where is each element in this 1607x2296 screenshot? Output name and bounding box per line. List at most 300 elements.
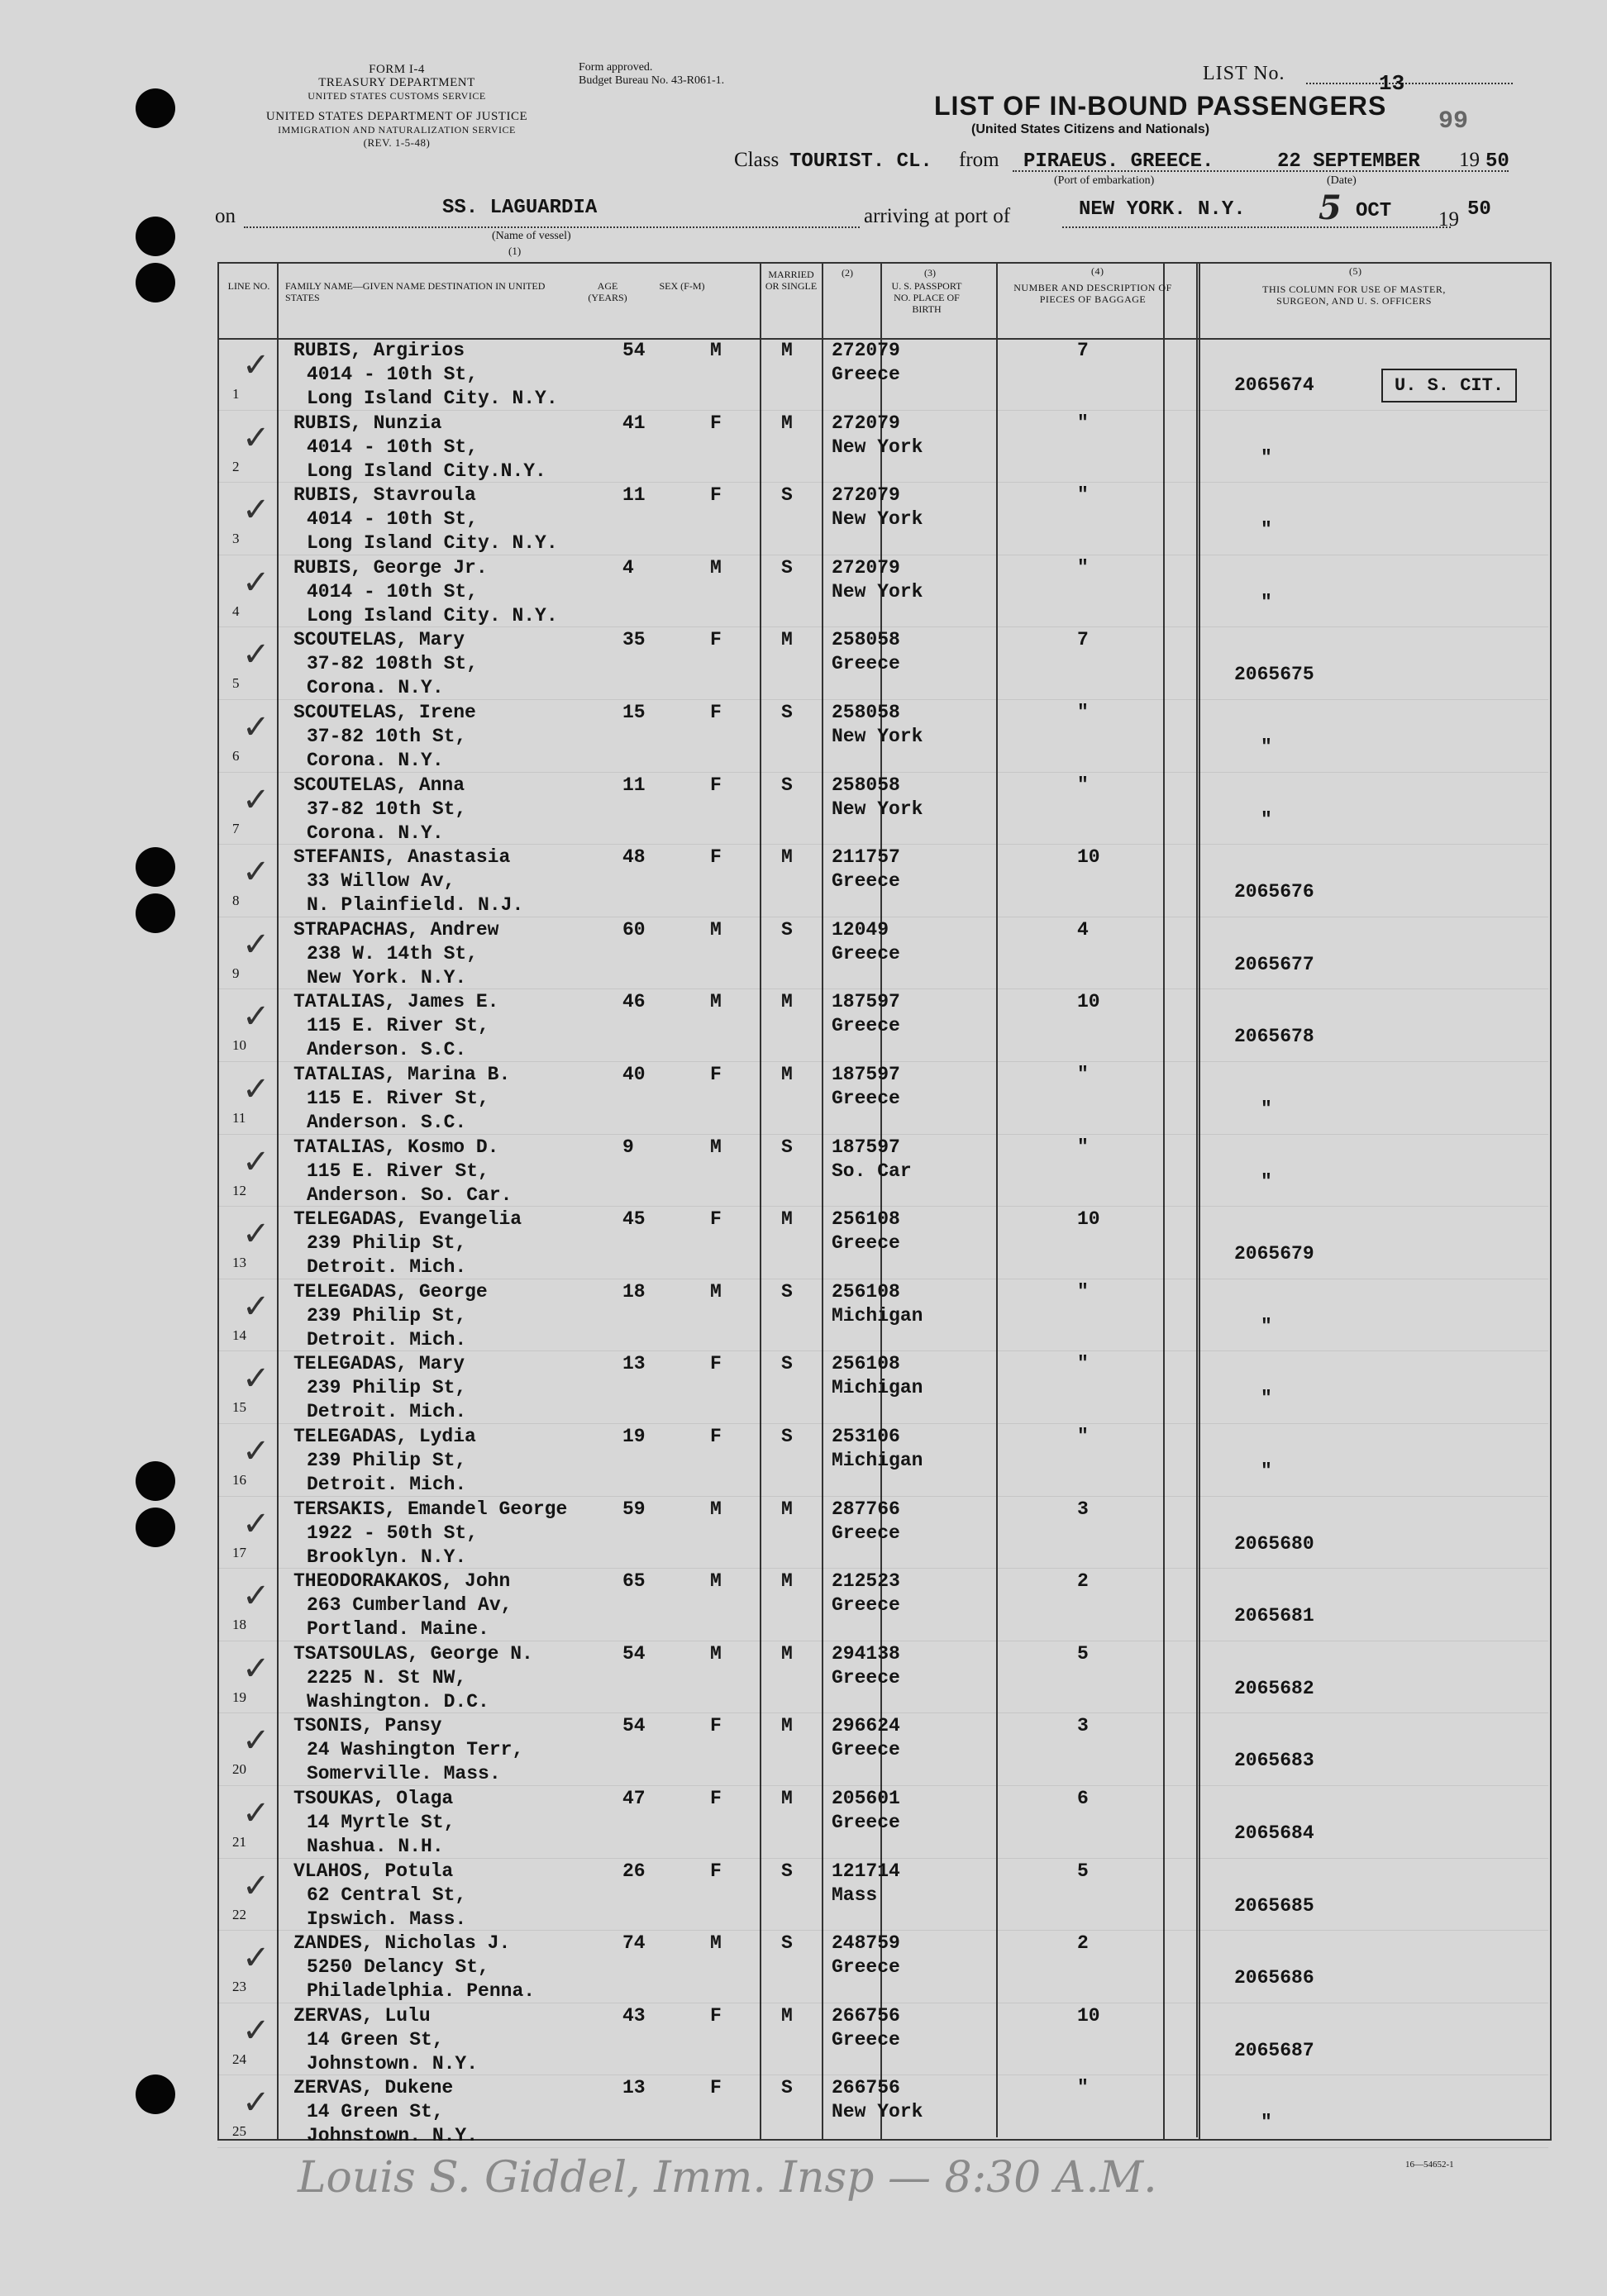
baggage-count: 5 xyxy=(1077,1642,1089,1665)
line-number: 19 xyxy=(232,1689,246,1705)
age: 19 xyxy=(622,1426,646,1447)
age: 15 xyxy=(622,702,646,723)
age: 11 xyxy=(622,774,646,796)
address-line-2: N. Plainfield. N.J. xyxy=(307,894,524,917)
table-row xyxy=(217,628,1548,700)
check-mark-icon: ✓ xyxy=(242,1504,270,1543)
check-mark-icon: ✓ xyxy=(242,636,270,674)
address-line-2: Corona. N.Y. xyxy=(307,677,444,699)
officer-number: 2065681 xyxy=(1234,1605,1314,1627)
place-of-birth: New York xyxy=(832,2101,923,2123)
row-separator xyxy=(217,626,1548,627)
officer-number: 2065687 xyxy=(1234,2039,1314,2061)
place-of-birth: New York xyxy=(832,798,923,820)
col-officers: THIS COLUMN FOR USE OF MASTER, SURGEON, AND U. S. OFFICERS xyxy=(1262,283,1446,307)
baggage-count: 3 xyxy=(1077,1498,1089,1520)
sex: F xyxy=(710,1860,722,1882)
passport-number: 121714 xyxy=(832,1860,900,1882)
line-number: 20 xyxy=(232,1761,246,1778)
check-mark-icon: ✓ xyxy=(242,2084,270,2122)
port-line xyxy=(1062,226,1451,228)
marital-status: S xyxy=(781,1280,793,1303)
arrival-month: OCT xyxy=(1356,200,1392,222)
table-row xyxy=(217,774,1548,846)
officer-number: " xyxy=(1261,1315,1272,1337)
age: 54 xyxy=(622,1715,646,1737)
sex: M xyxy=(710,340,722,361)
form-approved: Form approved. xyxy=(579,61,653,74)
baggage-count: " xyxy=(1077,556,1089,579)
age: 54 xyxy=(622,340,646,361)
line-number: 10 xyxy=(232,1037,246,1054)
baggage-count: " xyxy=(1077,1280,1089,1303)
passenger-name: SCOUTELAS, Anna xyxy=(293,774,465,796)
line-number: 1 xyxy=(232,386,240,402)
passenger-name: SCOUTELAS, Mary xyxy=(293,629,465,651)
age: 4 xyxy=(622,556,634,579)
sex: F xyxy=(710,1788,722,1809)
passport-number: 253106 xyxy=(832,1426,900,1447)
sex: F xyxy=(710,2004,722,2027)
marital-status: M xyxy=(781,1570,793,1593)
table-row xyxy=(217,1498,1548,1570)
line-number: 14 xyxy=(232,1327,246,1343)
form-title: LIST OF IN-BOUND PASSENGERS xyxy=(934,91,1387,121)
baggage-count: 10 xyxy=(1077,991,1100,1013)
officer-number: " xyxy=(1261,736,1272,758)
sex: F xyxy=(710,1208,722,1231)
place-of-birth: Greece xyxy=(832,942,900,965)
row-separator xyxy=(217,988,1548,989)
footer-code: 16—54652-1 xyxy=(1405,2160,1454,2170)
sex: F xyxy=(710,1064,722,1085)
passport-number: 266756 xyxy=(832,2077,900,2099)
table-row xyxy=(217,1280,1548,1352)
address-line-2: Nashua. N.H. xyxy=(307,1836,444,1857)
col-line: LINE NO. xyxy=(227,280,270,292)
age: 40 xyxy=(622,1064,646,1085)
line-number: 7 xyxy=(232,820,240,836)
passport-number: 272079 xyxy=(832,484,900,507)
officer-number: " xyxy=(1261,1170,1272,1193)
col-married: MARRIED OR SINGLE xyxy=(765,269,818,292)
place-of-birth: Greece xyxy=(832,1015,900,1037)
address-line-1: 1922 - 50th St, xyxy=(307,1522,479,1544)
table-row xyxy=(217,1136,1548,1208)
passport-number: 272079 xyxy=(832,412,900,434)
check-mark-icon: ✓ xyxy=(242,1866,270,1905)
address-line-2: Anderson. So. Car. xyxy=(307,1184,513,1206)
check-mark-icon: ✓ xyxy=(242,1215,270,1254)
arrival-year: 50 xyxy=(1467,198,1491,221)
row-separator xyxy=(217,1134,1548,1135)
row-separator xyxy=(217,772,1548,773)
check-mark-icon: ✓ xyxy=(242,1794,270,1832)
place-of-birth: Greece xyxy=(832,364,900,385)
officer-number: 2065677 xyxy=(1234,953,1314,975)
line-number: 4 xyxy=(232,603,240,619)
table-row xyxy=(217,1570,1548,1641)
marital-status: M xyxy=(781,1498,793,1520)
age: 65 xyxy=(622,1570,646,1593)
place-of-birth: Greece xyxy=(832,1666,900,1689)
address-line-1: 115 E. River St, xyxy=(307,1160,489,1182)
vessel-line xyxy=(244,226,860,228)
sex: M xyxy=(710,1280,722,1303)
passport-number: 294138 xyxy=(832,1642,900,1665)
row-separator xyxy=(217,1785,1548,1786)
place-of-birth: New York xyxy=(832,436,923,458)
line-number: 22 xyxy=(232,1906,246,1922)
address-line-2: Ipswich. Mass. xyxy=(307,1908,467,1930)
place-of-birth: Michigan xyxy=(832,1377,923,1399)
marital-status: M xyxy=(781,629,793,651)
check-mark-icon: ✓ xyxy=(242,780,270,819)
vessel-name: SS. LAGUARDIA xyxy=(442,197,598,219)
address-line-2: Long Island City.N.Y. xyxy=(307,460,546,482)
port-of-arrival: NEW YORK. N.Y. xyxy=(1079,198,1246,221)
baggage-count: 6 xyxy=(1077,1788,1089,1809)
marital-status: S xyxy=(781,484,793,507)
passport-number: 248759 xyxy=(832,1932,900,1955)
age: 11 xyxy=(622,484,646,507)
place-of-birth: Greece xyxy=(832,653,900,675)
sex: M xyxy=(710,1932,722,1955)
address-line-1: 239 Philip St, xyxy=(307,1377,467,1399)
table-row xyxy=(217,701,1548,773)
marital-status: S xyxy=(781,1353,793,1375)
line-number: 15 xyxy=(232,1399,246,1416)
passenger-name: TSOUKAS, Olaga xyxy=(293,1788,454,1809)
officer-number: " xyxy=(1261,2112,1272,2134)
age: 60 xyxy=(622,918,646,941)
col-baggage: NUMBER AND DESCRIPTION OF PIECES OF BAGGAGE xyxy=(1013,282,1172,305)
col-passport: U. S. PASSPORT NO. PLACE OF BIRTH xyxy=(891,280,962,315)
punch-hole xyxy=(136,217,175,256)
table-row xyxy=(217,1352,1548,1424)
baggage-count: 2 xyxy=(1077,1570,1089,1593)
passenger-name: STEFANIS, Anastasia xyxy=(293,846,511,869)
line-number: 11 xyxy=(232,1110,246,1126)
sex: F xyxy=(710,412,722,434)
line-number: 21 xyxy=(232,1834,246,1850)
age: 9 xyxy=(622,1136,634,1158)
table-row xyxy=(217,1932,1548,2003)
officer-number: 2065679 xyxy=(1234,1243,1314,1265)
marital-status: S xyxy=(781,1932,793,1955)
address-line-1: 115 E. River St, xyxy=(307,1088,489,1109)
address-line-2: Corona. N.Y. xyxy=(307,822,444,844)
passport-number: 12049 xyxy=(832,918,889,941)
passport-number: 272079 xyxy=(832,556,900,579)
address-line-2: Long Island City. N.Y. xyxy=(307,604,558,626)
date-caption: (Date) xyxy=(1327,174,1357,187)
passenger-name: TELEGADAS, Lydia xyxy=(293,1426,476,1447)
officer-number: " xyxy=(1261,808,1272,831)
age: 41 xyxy=(622,412,646,434)
row-separator xyxy=(217,699,1548,700)
line-number: 23 xyxy=(232,1979,246,1995)
address-line-1: 4014 - 10th St, xyxy=(307,580,479,603)
marital-status: M xyxy=(781,1064,793,1085)
officer-number: 2065675 xyxy=(1234,664,1314,686)
passenger-name: ZANDES, Nicholas J. xyxy=(293,1932,511,1955)
place-of-birth: Mass xyxy=(832,1884,878,1906)
line-number: 12 xyxy=(232,1182,246,1198)
address-line-2: Long Island City. N.Y. xyxy=(307,532,558,555)
marital-status: M xyxy=(781,2004,793,2027)
officer-number: 2065678 xyxy=(1234,1026,1314,1048)
table-row xyxy=(217,918,1548,990)
baggage-count: 5 xyxy=(1077,1860,1089,1882)
check-mark-icon: ✓ xyxy=(242,1432,270,1470)
row-separator xyxy=(217,1350,1548,1351)
marital-status: M xyxy=(781,846,793,869)
line-number: 8 xyxy=(232,893,240,909)
officer-number: 2065676 xyxy=(1234,881,1314,903)
address-line-1: 33 Willow Av, xyxy=(307,870,455,893)
age: 74 xyxy=(622,1932,646,1955)
passport-number: 266756 xyxy=(832,2004,900,2027)
place-of-birth: Greece xyxy=(832,1739,900,1761)
col-age: AGE (YEARS) xyxy=(588,280,627,303)
officer-number: " xyxy=(1261,1460,1272,1482)
row-separator xyxy=(217,1061,1548,1062)
arrival-day: 5 xyxy=(1319,188,1342,227)
check-mark-icon: ✓ xyxy=(242,1577,270,1616)
address-line-1: 14 Green St, xyxy=(307,2101,444,2123)
sex: F xyxy=(710,702,722,723)
address-line-1: 238 W. 14th St, xyxy=(307,942,479,965)
check-mark-icon: ✓ xyxy=(242,1722,270,1760)
year-prefix: 19 xyxy=(1459,149,1480,171)
age: 46 xyxy=(622,991,646,1013)
marital-status: M xyxy=(781,991,793,1013)
passport-number: 256108 xyxy=(832,1353,900,1375)
age: 45 xyxy=(622,1208,646,1231)
place-of-birth: So. Car xyxy=(832,1160,912,1182)
age: 35 xyxy=(622,629,646,651)
address-line-1: 5250 Delancy St, xyxy=(307,1956,489,1979)
address-line-1: 24 Washington Terr, xyxy=(307,1739,524,1761)
doj-block xyxy=(207,110,587,150)
passport-number: 272079 xyxy=(832,340,900,361)
table-row xyxy=(217,1787,1548,1859)
address-line-1: 239 Philip St, xyxy=(307,1304,467,1327)
officer-number: 2065683 xyxy=(1234,1750,1314,1772)
budget-bureau: Budget Bureau No. 43-R061-1. xyxy=(579,74,725,87)
marital-status: M xyxy=(781,412,793,434)
col-divider xyxy=(1196,262,1198,2137)
embarkation-date: 22 SEPTEMBER xyxy=(1277,150,1420,173)
baggage-count: " xyxy=(1077,774,1089,796)
treasury-label: TREASURY DEPARTMENT xyxy=(318,76,475,89)
class-value: TOURIST. CL. xyxy=(789,150,932,173)
col-num-3: (3) xyxy=(924,267,936,279)
line-number: 3 xyxy=(232,531,240,547)
passport-number: 258058 xyxy=(832,629,900,651)
line-number: 5 xyxy=(232,675,240,692)
table-row xyxy=(217,1642,1548,1714)
age: 43 xyxy=(622,2004,646,2027)
place-of-birth: Greece xyxy=(832,870,900,893)
age: 18 xyxy=(622,1280,646,1303)
sex: F xyxy=(710,484,722,507)
check-mark-icon: ✓ xyxy=(242,1939,270,1978)
arriving-label: arriving at port of xyxy=(864,205,1011,227)
agency-block xyxy=(285,63,508,102)
row-separator xyxy=(217,1206,1548,1207)
sex: M xyxy=(710,1136,722,1158)
passport-number: 211757 xyxy=(832,846,900,869)
address-line-1: 62 Central St, xyxy=(307,1884,467,1906)
baggage-count: 4 xyxy=(1077,918,1089,941)
address-line-2: New York. N.Y. xyxy=(307,966,467,988)
place-of-birth: Greece xyxy=(832,1956,900,1979)
baggage-count: 10 xyxy=(1077,1208,1100,1231)
marital-status: S xyxy=(781,774,793,796)
address-line-1: 263 Cumberland Av, xyxy=(307,1594,513,1617)
row-separator xyxy=(217,1568,1548,1569)
passport-number: 256108 xyxy=(832,1280,900,1303)
line-number: 13 xyxy=(232,1255,246,1271)
baggage-count: " xyxy=(1077,1064,1089,1085)
table-row xyxy=(217,483,1548,555)
passenger-name: SCOUTELAS, Irene xyxy=(293,702,476,723)
address-line-1: 14 Myrtle St, xyxy=(307,1812,455,1833)
check-mark-icon: ✓ xyxy=(242,1649,270,1688)
passenger-name: ZERVAS, Dukene xyxy=(293,2077,454,2099)
marital-status: S xyxy=(781,556,793,579)
table-row xyxy=(217,2076,1548,2148)
address-line-1: 4014 - 10th St, xyxy=(307,364,479,385)
place-of-birth: Greece xyxy=(832,1232,900,1255)
sex: M xyxy=(710,1498,722,1520)
check-mark-icon: ✓ xyxy=(242,2011,270,2050)
row-separator xyxy=(217,1712,1548,1713)
address-line-1: 37-82 108th St, xyxy=(307,653,479,675)
age: 59 xyxy=(622,1498,646,1520)
sex: F xyxy=(710,1426,722,1447)
officer-number: " xyxy=(1261,591,1272,613)
line-number: 6 xyxy=(232,748,240,764)
check-mark-icon: ✓ xyxy=(242,1070,270,1108)
passenger-name: TELEGADAS, Mary xyxy=(293,1353,465,1375)
baggage-count: 3 xyxy=(1077,1715,1089,1737)
sex: F xyxy=(710,846,722,869)
passenger-name: TATALIAS, James E. xyxy=(293,991,499,1013)
place-of-birth: Greece xyxy=(832,1522,900,1544)
officer-number: 2065685 xyxy=(1234,1894,1314,1917)
address-line-1: 37-82 10th St, xyxy=(307,798,467,820)
address-line-2: Detroit. Mich. xyxy=(307,1401,467,1423)
punch-hole xyxy=(136,2074,175,2114)
address-line-1: 239 Philip St, xyxy=(307,1450,467,1471)
table-row xyxy=(217,1860,1548,1932)
sex: M xyxy=(710,556,722,579)
officer-number: " xyxy=(1261,1098,1272,1120)
sex: M xyxy=(710,1642,722,1665)
place-of-birth: Greece xyxy=(832,1088,900,1109)
punch-hole xyxy=(136,847,175,887)
approval-block xyxy=(579,61,724,88)
age: 54 xyxy=(622,1642,646,1665)
passport-number: 212523 xyxy=(832,1570,900,1593)
place-of-birth: Greece xyxy=(832,1594,900,1617)
officer-number: " xyxy=(1261,519,1272,541)
passenger-name: TSATSOULAS, George N. xyxy=(293,1642,533,1665)
sex: F xyxy=(710,629,722,651)
address-line-2: Philadelphia. Penna. xyxy=(307,1980,536,2003)
check-mark-icon: ✓ xyxy=(242,346,270,384)
address-line-1: 37-82 10th St, xyxy=(307,726,467,747)
list-number-label: LIST No. xyxy=(1203,63,1285,84)
row-separator xyxy=(217,410,1548,411)
line-number: 16 xyxy=(232,1472,246,1488)
address-line-2: Johnstown. N.Y. xyxy=(307,2052,479,2074)
address-line-2: Johnstown. N.Y. xyxy=(307,2125,479,2147)
marital-status: M xyxy=(781,1715,793,1737)
row-separator xyxy=(217,1858,1548,1859)
sex: F xyxy=(710,1353,722,1375)
embarkation-year: 50 xyxy=(1485,150,1509,173)
line-number: 17 xyxy=(232,1544,246,1560)
sex: M xyxy=(710,918,722,941)
port-of-embarkation: PIRAEUS. GREECE. xyxy=(1023,150,1214,173)
line-number: 25 xyxy=(232,2123,246,2140)
marital-status: M xyxy=(781,1788,793,1809)
col-name: FAMILY NAME—GIVEN NAME DESTINATION IN UNITED STATES xyxy=(285,280,546,303)
address-line-1: 4014 - 10th St, xyxy=(307,508,479,531)
address-line-2: Somerville. Mass. xyxy=(307,1763,501,1785)
port-caption: (Port of embarkation) xyxy=(1054,174,1155,187)
address-line-2: Anderson. S.C. xyxy=(307,1039,467,1061)
line-number: 18 xyxy=(232,1617,246,1633)
officer-number: 2065682 xyxy=(1234,1677,1314,1699)
baggage-count: 10 xyxy=(1077,2004,1100,2027)
row-separator xyxy=(217,1930,1548,1931)
address-line-2: Detroit. Mich. xyxy=(307,1328,467,1350)
row-separator xyxy=(217,1423,1548,1424)
marital-status: S xyxy=(781,1136,793,1158)
inspector-signature: Louis S. Giddel, Imm. Insp — 8:30 A.M. xyxy=(298,2153,1157,2203)
customs-label: UNITED STATES CUSTOMS SERVICE xyxy=(308,90,486,102)
ins-label: IMMIGRATION AND NATURALIZATION SERVICE xyxy=(278,124,516,136)
form-number: FORM I-4 xyxy=(369,63,425,76)
age: 13 xyxy=(622,2077,646,2099)
passenger-name: VLAHOS, Potula xyxy=(293,1860,454,1882)
vessel-column-number: (1) xyxy=(508,245,522,257)
place-of-birth: Greece xyxy=(832,2028,900,2051)
check-mark-icon: ✓ xyxy=(242,853,270,892)
check-mark-icon: ✓ xyxy=(242,708,270,746)
table-row xyxy=(217,1425,1548,1497)
sex: F xyxy=(710,1715,722,1737)
passport-number: 258058 xyxy=(832,774,900,796)
table-row xyxy=(217,1208,1548,1279)
baggage-count: " xyxy=(1077,2077,1089,2099)
marital-status: M xyxy=(781,1642,793,1665)
baggage-count: 10 xyxy=(1077,846,1100,869)
punch-hole xyxy=(136,88,175,128)
marital-status: M xyxy=(781,1208,793,1231)
marital-status: S xyxy=(781,2077,793,2099)
col-num-4: (4) xyxy=(1091,265,1104,277)
revision-label: (REV. 1-5-48) xyxy=(363,136,431,149)
row-separator xyxy=(217,844,1548,845)
passenger-name: RUBIS, George Jr. xyxy=(293,556,488,579)
passenger-name: TELEGADAS, George xyxy=(293,1280,488,1303)
